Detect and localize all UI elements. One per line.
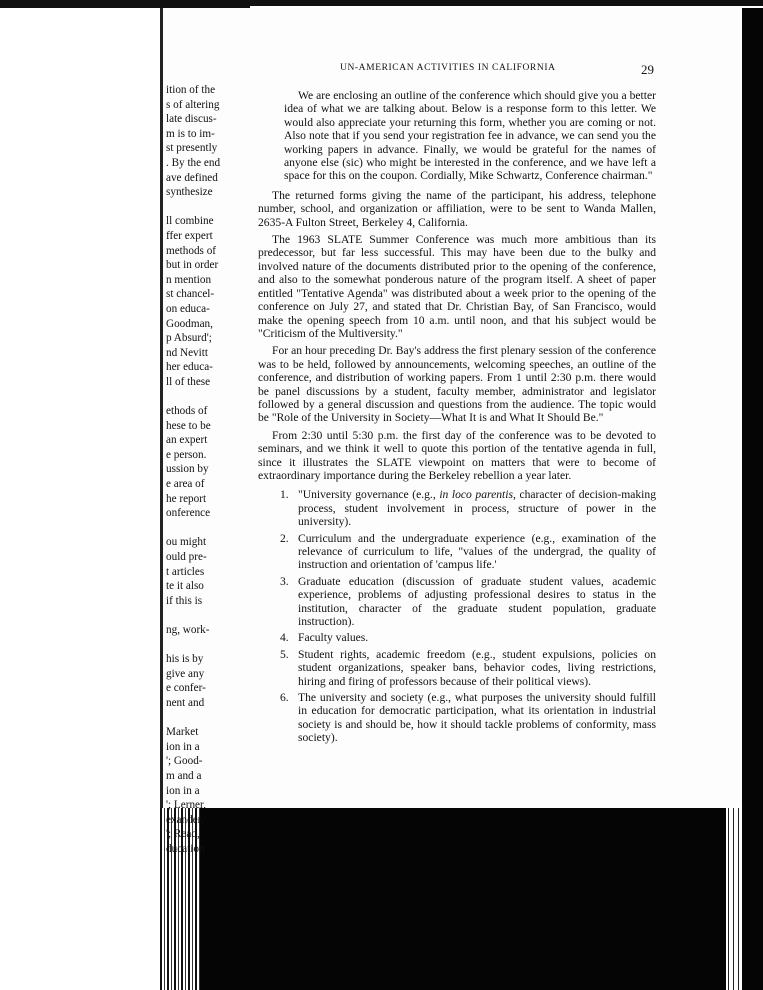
facing-page-line: his is by xyxy=(166,653,204,666)
agenda-item-text-cont: , character of decision-making process, student involvement in process, structure of power in the university). xyxy=(298,488,656,529)
paragraph-returned-forms: The returned forms giving the name of the participant, his address, telephone number, school, and organization or affiliation, were to be sent to Wanda Mallen, 2635-A Fulton Street, Berkeley 4, California. xyxy=(258,188,656,229)
scan-bottom-area xyxy=(200,808,763,990)
agenda-item-number: 3. xyxy=(280,574,289,588)
facing-page-line xyxy=(166,389,228,404)
agenda-item-text: The university and society (e.g., what purposes the university should fulfill in education for democratic participation, what its orientation in industrial society is and should be, how it should tackle problems of conformity, mass society). xyxy=(298,691,656,745)
facing-page-line: n mention xyxy=(166,273,212,286)
facing-page-line: ion in a xyxy=(166,740,200,753)
facing-page-line xyxy=(166,638,228,653)
agenda-item-number: 1. xyxy=(280,488,289,502)
quoted-letter xyxy=(258,89,656,183)
facing-page-line: s of altering xyxy=(166,98,220,111)
agenda-item-number: 5. xyxy=(280,647,289,661)
facing-page-line: m is to im- xyxy=(166,127,215,140)
facing-page-line: nd Nevitt xyxy=(166,346,208,359)
facing-page-line: exander, xyxy=(166,813,204,826)
page-body xyxy=(258,89,656,748)
facing-page-line: ng, work- xyxy=(166,623,210,636)
page-fold-shadow xyxy=(160,8,163,808)
facing-page-line: e area of xyxy=(166,478,205,491)
facing-page-line: . By the end xyxy=(166,156,221,169)
agenda-item xyxy=(280,631,656,644)
facing-page-line: if this is xyxy=(166,594,203,607)
left-margin xyxy=(0,8,160,990)
agenda-item xyxy=(280,691,656,745)
facing-page-line: ave defined xyxy=(166,171,218,184)
agenda-item xyxy=(280,648,656,688)
facing-page-line: st chancel- xyxy=(166,288,215,301)
page-number: 29 xyxy=(641,62,654,77)
facing-page-line: late discus- xyxy=(166,113,217,126)
page-stack-edge-right xyxy=(726,808,742,990)
facing-page-line: ffer expert xyxy=(166,229,213,242)
facing-page-line: ould pre- xyxy=(166,551,207,563)
agenda-list xyxy=(258,488,656,744)
facing-page-line: synthesize xyxy=(166,186,213,199)
agenda-item-number: 6. xyxy=(280,691,289,705)
facing-page-line: Market xyxy=(166,726,199,739)
agenda-item-text: Graduate education (discussion of graduate student values, academic experience, problems of adjusting professional desires to status in the institution, character of the graduate student population, graduate instruction). xyxy=(298,574,656,629)
facing-page-line: ethods of xyxy=(166,405,208,418)
facing-page-line xyxy=(166,608,228,623)
facing-page-line: hese to be xyxy=(166,419,211,432)
paragraph-plenary-session: For an hour preceding Dr. Bay's address the first plenary session of the conference was to be held, followed by announcements, welcoming speeches, an outline of the conference, and distribution of working papers. From 1 until 2:30 p.m. there would be panel discussions by a student, faculty member, administrator and legislator followed by a general discussion and questions from the audience. The topic would be "Role of the University in Society—What It is and What It Should Be." xyxy=(258,344,656,425)
facing-page-line: ussion by xyxy=(166,463,209,476)
facing-page-line xyxy=(166,711,228,726)
facing-page-line: methods of xyxy=(166,244,217,257)
facing-page-line: ou might xyxy=(166,536,207,549)
agenda-item-number: 4. xyxy=(280,631,289,645)
facing-page-line: t articles xyxy=(166,565,205,578)
facing-page-line: nent and xyxy=(166,696,205,709)
facing-page-line: he report xyxy=(166,492,207,505)
agenda-item-italic: in loco parentis xyxy=(439,488,513,502)
facing-page-line: ducation xyxy=(166,842,205,855)
facing-page-line xyxy=(166,200,228,215)
facing-page-line: an expert xyxy=(166,434,208,447)
facing-page-column xyxy=(166,83,228,856)
facing-page-line: te it also xyxy=(166,580,204,593)
facing-page-line: but in order xyxy=(166,259,219,272)
facing-page-line: e person. xyxy=(166,448,207,461)
paragraph-1963-conference: The 1963 SLATE Summer Conference was much more ambitious than its predecessor, but far less successful. This may have been due to the bulky and involved nature of the documents distributed prior to the opening of the conference, and also to the somewhat ponderous nature of the program itself. A sheet of paper entitled "Tentative Agenda" was distributed about a week prior to the opening of the conference on July 27, and stated that Dr. Christian Bay, of San Francisco, would make the opening speech from 10 a.m. until noon, and that his subject would be "Criticism of the Multiversity." xyxy=(258,233,656,340)
facing-page-line: '; Good- xyxy=(166,755,203,768)
facing-page-line: Goodman, xyxy=(166,317,213,330)
facing-page-line: her educa- xyxy=(166,361,213,374)
facing-page-line xyxy=(166,521,228,536)
agenda-item xyxy=(280,575,656,629)
facing-page-line: ion in a xyxy=(166,784,200,797)
facing-page-line: m and a xyxy=(166,769,202,782)
quote-paragraph: We are enclosing an outline of the conference which should give you a better idea of what we are talking about. Below is a response form to this letter. We would also appreciate your returning this form, whether you are coming or not. Also note that if you send your registration fee in advance, we can send you the working papers in advance. Finally, we would be grateful for the names of anyone else (sic) who might be interested in the conference, and we have left a space for this on the coupon. Cordially, Mike Schwartz, Conference chairman." xyxy=(284,89,656,183)
facing-page-line: e confer- xyxy=(166,682,206,695)
agenda-item-number: 2. xyxy=(280,531,289,545)
facing-page-line: on educa- xyxy=(166,302,210,315)
agenda-item-text: "University governance (e.g., xyxy=(298,488,440,502)
facing-page-line: p Absurd'; xyxy=(166,332,212,345)
agenda-item xyxy=(280,488,656,528)
facing-page-line: ll combine xyxy=(166,215,214,228)
facing-page-line: st presently xyxy=(166,142,218,155)
agenda-item-text: Curriculum and the undergraduate experience (e.g., examination of the relevance of curriculum to life, "values of the undergrad, the quality of instruction and orientation of 'campus life.' xyxy=(298,531,656,572)
facing-page-line: ll of these xyxy=(166,375,211,388)
facing-page-line: onference xyxy=(166,507,211,520)
agenda-item xyxy=(280,532,656,572)
facing-page-line: '; Lerner, xyxy=(166,799,207,812)
agenda-item-text: Faculty values. xyxy=(298,631,369,645)
agenda-item-text: Student rights, academic freedom (e.g., student expulsions, policies on student organizations, speaker bans, behavior codes, living restrictions, hiring and firing of professors because of their political views). xyxy=(298,647,656,688)
running-header: UN-AMERICAN ACTIVITIES IN CALIFORNIA xyxy=(340,63,556,73)
facing-page-line: '; Read, xyxy=(166,828,200,841)
facing-page-line: ition of the xyxy=(166,84,216,96)
facing-page-line: give any xyxy=(166,667,205,680)
paragraph-seminars: From 2:30 until 5:30 p.m. the first day of the conference was to be devoted to seminars, and we think it well to quote this portion of the tentative agenda in full, since it illustrates the SLATE viewpoint on matters that were to become of extraordinary importance during the Berkeley rebellion a year later. xyxy=(258,428,656,482)
